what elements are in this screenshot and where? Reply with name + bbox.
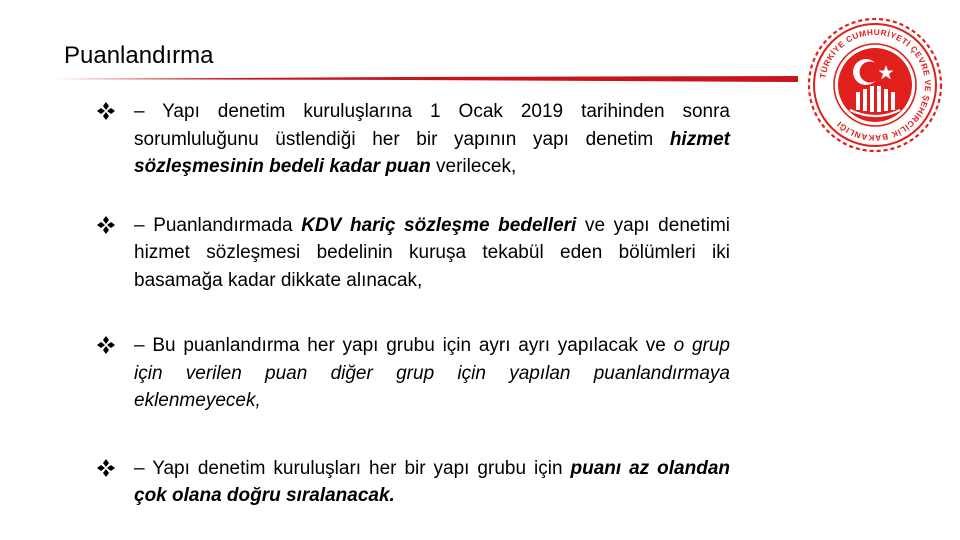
diamond-bullet-icon	[96, 215, 116, 235]
ministry-seal-icon	[800, 10, 950, 160]
bullet-4-text: – Yapı denetim kuruluşları her bir yapı grubu için	[134, 457, 571, 479]
bullet-4-emphasis: puanı az olandan çok olana doğru sıralanacak.	[134, 457, 730, 506]
bullet-3-emphasis: o grup için verilen puan diğer grup için yapılan puanlandırmaya eklenmeyecek,	[134, 335, 730, 411]
slide-title: Puanlandırma	[64, 42, 214, 69]
bullet-1-tail: verilecek,	[430, 156, 517, 177]
bullet-2-tail: ve yapı denetimi hizmet sözleşmesi bedelinin kuruşa tekabül eden bölümleri iki basamağa kadar dikkate alınacak,	[134, 214, 731, 291]
bullet-item-contract-points	[96, 98, 730, 181]
bullet-item-kdv	[96, 212, 730, 295]
bullet-item-group-points	[96, 332, 730, 415]
bullet-3-text: – Bu puanlandırma her yapı grubu için ayrı ayrı yapılacak ve	[134, 335, 674, 356]
diamond-bullet-icon	[96, 101, 116, 121]
bullet-item-ranking	[96, 455, 730, 510]
bullet-list	[96, 98, 730, 510]
diamond-bullet-icon	[96, 458, 116, 478]
seal-ring-text: TÜRKİYE CUMHURİYETİ ÇEVRE VE ŞEHİRCİLİK BAKANLIĞI	[817, 26, 934, 144]
bullet-2-emphasis: KDV hariç sözleşme bedelleri	[301, 214, 577, 236]
bullet-1-emphasis: hizmet sözleşmesinin bedeli kadar puan	[134, 128, 730, 177]
bullet-1-text: – Yapı denetim kuruluşlarına 1 Ocak 2019 tarihinden sonra sorumluluğunu üstlendiği her bir yapının yapı denetim	[134, 101, 730, 150]
diamond-bullet-icon	[96, 335, 116, 355]
title-divider	[54, 76, 798, 82]
bullet-2-text: – Puanlandırmada	[134, 214, 302, 236]
